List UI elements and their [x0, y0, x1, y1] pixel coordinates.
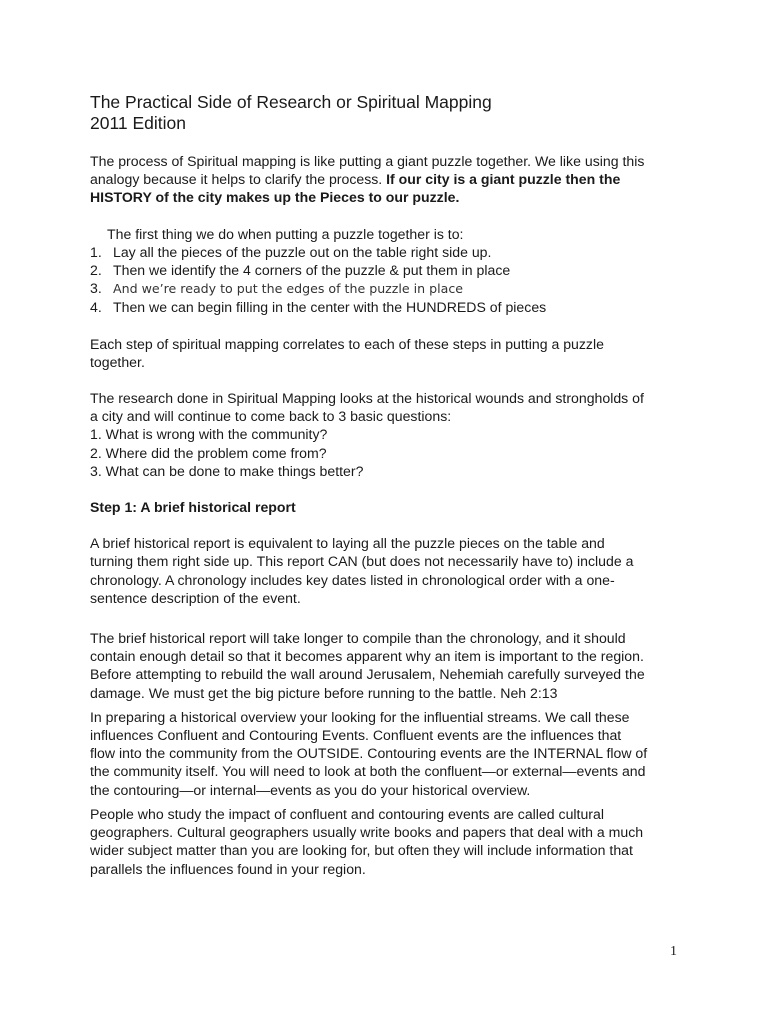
brief-report-detail-paragraph: The brief historical report will take longer to compile than the chronology, and it should contain enough detail so that it becomes apparent why an item is important to the region. Before attempting to rebuild the wall around Jerusalem, Nehemiah carefully surveyed the damage. We must get the big picture before running to the battle. Neh 2:13: [90, 630, 645, 701]
correlates-paragraph: Each step of spiritual mapping correlates to each of these steps in putting a puzzle together.: [90, 335, 604, 370]
title-line-main: The Practical Side of Research or Spiritual Mapping: [90, 92, 492, 112]
list-item: 2. Where did the problem come from?: [90, 444, 327, 461]
intro-text: The process of Spiritual mapping is like putting a giant puzzle together. We like using this analogy because it helps to clarify the process.: [90, 153, 645, 188]
questions-list: [90, 425, 650, 480]
intro-bold-text: If our city is a giant puzzle then the HISTORY of the city makes up the Pieces to our puzzle.: [90, 171, 621, 206]
list-item: 1. What is wrong with the community?: [90, 426, 328, 443]
title-line-edition: 2011 Edition: [90, 113, 187, 133]
list-item-number: 4.: [90, 299, 102, 316]
research-intro-paragraph: The research done in Spiritual Mapping looks at the historical wounds and strongholds of a city and will continue to come back to 3 basic questions:: [90, 390, 644, 425]
list-item-number: 2.: [90, 262, 102, 279]
list-item: [90, 243, 650, 261]
list-item: [90, 279, 650, 298]
historical-overview-paragraph: In preparing a historical overview your looking for the influential streams. We call these influences Confluent and Contouring Events. Confluent events are the influences that flow into the community from the OUTSIDE. Contouring events are the INTERNAL flow of the community itself. You will need to look at both the confluent—or external—events and the contouring—or internal—events as you do your historical overview.: [90, 708, 648, 798]
list-item-text: Then we can begin filling in the center with the HUNDREDS of pieces: [113, 299, 547, 316]
list-item: [90, 298, 650, 316]
step1-heading: Step 1: A brief historical report: [90, 499, 296, 516]
document-page: [90, 92, 650, 878]
document-title: [90, 92, 650, 134]
list-item: 3. What can be done to make things better?: [90, 462, 364, 479]
list-item-text: And we’re ready to put the edges of the puzzle in place: [113, 281, 464, 297]
intro-paragraph: [90, 152, 650, 207]
puzzle-steps-list: [90, 243, 650, 317]
list-item-number: 3.: [90, 280, 102, 297]
list-item-number: 1.: [90, 243, 102, 260]
page-number: 1: [670, 944, 677, 959]
cultural-geographers-paragraph: People who study the impact of confluent and contouring events are called cultural geographers. Cultural geographers usually write books and papers that deal with a much wider subject matter than you are looking for, but often they will include information that parallels the influences found in your region.: [90, 805, 644, 877]
puzzle-lead-text: The first thing we do when putting a puzzle together is to:: [107, 225, 464, 242]
list-item-text: Lay all the pieces of the puzzle out on the table right side up.: [113, 243, 492, 260]
list-item-text: Then we identify the 4 corners of the puzzle & put them in place: [113, 262, 511, 279]
list-item: [90, 261, 650, 279]
brief-report-paragraph: A brief historical report is equivalent to laying all the puzzle pieces on the table and turning them right side up. This report CAN (but does not necessarily have to) include a chronology. A chronology includes key dates listed in chronological order with a one-sentence description of the event.: [90, 535, 634, 606]
